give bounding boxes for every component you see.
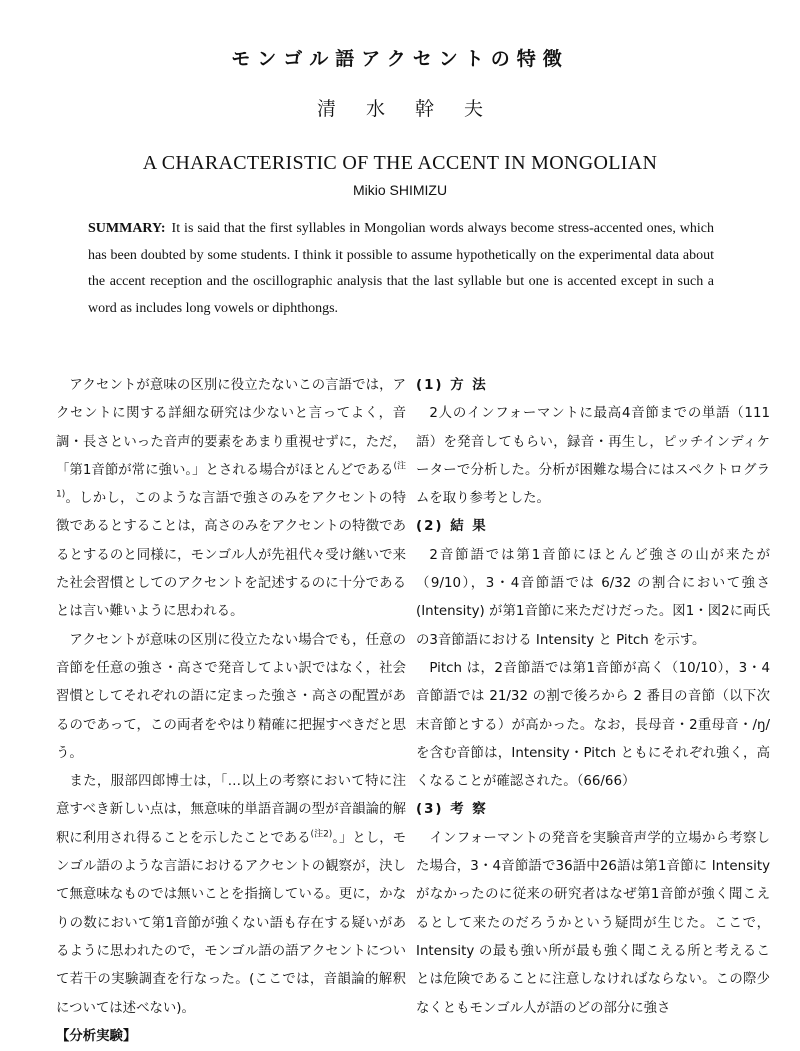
japanese-title: モンゴル語アクセントの特徴: [231, 48, 569, 70]
left-paragraph-1: [56, 372, 406, 627]
heading-method: (1) 方 法: [416, 378, 488, 393]
summary-label: SUMMARY:: [88, 221, 166, 236]
footnote-ref-1: (注1): [56, 461, 406, 500]
english-title: A CHARACTERISTIC OF THE ACCENT IN MONGOLIAN: [142, 152, 658, 174]
heading-results: (2) 結 果: [416, 519, 488, 535]
summary-block: [88, 216, 714, 322]
english-author: Mikio SHIMIZU: [352, 182, 448, 198]
right-column: [416, 372, 770, 1023]
left-paragraph-3-text-cont: 。」とし，モンゴル語のような言語におけるアクセントの観察が，決して無意味なものでは無いことを指摘している。更に，かなりの数において第1音節が強くない語も存在する疑いがあるように思われたので，モンゴル語の語アクセントについて若干の実験調査を行なった。(ここでは，音韻論的解釈については述べない)。: [56, 830, 406, 1016]
summary-text: It is said that the first syllables in Mongolian words always become stress-accented ones, which has been doubted by some students. I think it possible to assume hypothetically on the experimental data about the accent reception and the oscillographic analysis that the last syllable but one is accented except in such a word as includes long vowels or diphthongs.: [88, 221, 714, 316]
left-column: [56, 372, 406, 1051]
japanese-author: 清水幹夫: [316, 98, 513, 120]
left-paragraph-2: アクセントが意味の区別に役立たない場合でも，任意の音節を任意の強さ・高さで発音してよい訳ではなく，社会習慣としてそれぞれの語に定まった強さ・高さの配置があるのであって，この両者をやはり精確に把握すべきだと思う。: [56, 632, 406, 761]
left-paragraph-3: [56, 768, 406, 1023]
section-heading-analysis: 【分析実験】: [56, 1028, 137, 1044]
discussion-paragraph: インフォーマントの発音を実験音声学的立場から考察した場合，3・4音節語で36語中26語は第1音節に Intensity がなかったのに従来の研究者はなぜ第1音節が強く聞こえるとして来たのだろうかという疑問が生じた。ここで，Intensity の最も強い所が最も強く聞こえる所と考えることは危険であることに注意しなければならない。この際少なくともモンゴル人が語のどの部分に強さ: [416, 830, 770, 1016]
results-paragraph-2: Pitch は，2音節語では第1音節が高く（10/10），3・4 音節語では 21/32 の割で後ろから 2 番目の音節（以下次末音節とする）が高かった。なお，長母音・2重母音・/ŋ/ を含む音節は，Intensity・Pitch ともにそれぞれ強く，高くなることが確認された。（66/66）: [416, 660, 770, 790]
left-paragraph-1-text-cont: 。しかし，このような言語で強さのみをアクセントの特徴であるとすることは，高さのみをアクセントの特徴であるとするのと同様に，モンゴル人が先祖代々受け継いで来た社会習慣としてのアクセントを記述するのに十分であるとは言い難いように思われる。: [56, 491, 406, 620]
left-paragraph-3-text: また，服部四郎博士は，「…以上の考察において特に注意すべき新しい点は，無意味的単語音調の型が音韻論的解釈に利用され得ることを示したことである: [56, 774, 406, 846]
heading-discussion: (3) 考 察: [416, 802, 488, 818]
left-paragraph-1-text: アクセントが意味の区別に役立たないこの言語では，アクセントに関する詳細な研究は少ないと言ってよく，音調・長さといった音声的要素をあまり重視せずに，ただ，「第1音節が常に強い。」とされる場合がほとんどである: [56, 378, 406, 478]
method-paragraph: 2人のインフォーマントに最高4音節までの単語（111語）を発音してもらい，録音・再生し，ピッチインディケーターで分析した。分析が困難な場合にはスペクトログラムを取り参考とした。: [416, 406, 770, 507]
footnote-ref-2: (注2): [310, 829, 333, 840]
results-paragraph-1: 2音節語では第1音節にほとんど強さの山が来たが（9/10），3・4音節語では 6/32 の割合において強さ (Intensity) が第1音節に来ただけだった。図1・図2に両氏の3音節語における Intensity と Pitch を示す。: [416, 547, 770, 648]
